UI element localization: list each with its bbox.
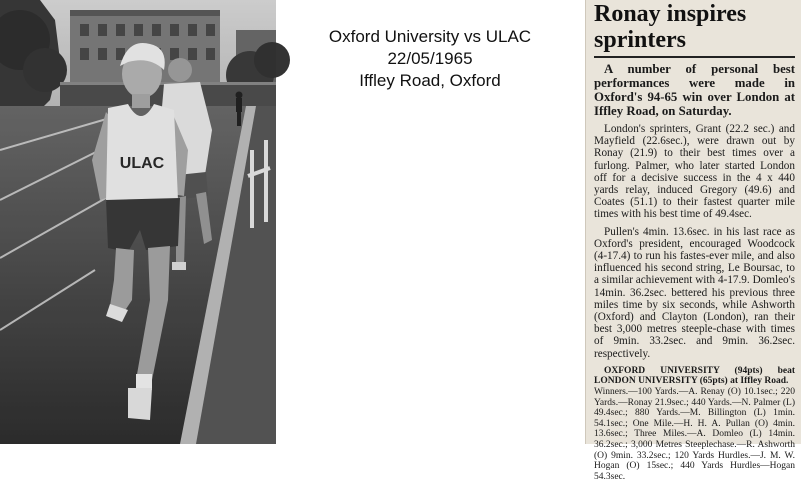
results-heading: OXFORD UNIVERSITY (94pts) beat LONDON UNIVERSITY (65pts) at Iffley Road. [594, 365, 795, 387]
newspaper-clipping [585, 0, 801, 482]
vest-lettering: ULAC [119, 155, 165, 172]
caption-date: 22/05/1965 [387, 49, 473, 68]
results-list: Winners.—100 Yards.—A. Renay (O) 10.1sec.; 220 Yards.—Ronay 21.9sec.; 440 Yards.—N. Palmer (L) 49.4sec.; 880 Yards.—M. Billington (L) 1min. 54.1sec.; One Mile.—H. H. A. Pullan (O) 4min. 13.6sec.; Three Miles.—A. Domleo (L) 14min. 36.2sec.; 3,000 Metres Steeplechase.—R. Ashworth (O) 9min. 33.2sec.; 120 Yards Hurdles.—J. M. W. Hogan (O) 15sec.; 440 Yards Hurdles—Hogan 54.3sec. [594, 387, 795, 482]
race-photo [0, 0, 276, 444]
article-paragraph: London's sprinters, Grant (22.2 sec.) and Mayfield (22.6sec.), were drawn out by Ronay (21.9) to their best times over a furlong. Palmer, who later started London off for a decisive success in the 4 x 440 yards relay, induced Gregory (49.6) and Coates (51.1) to their fastest quarter mile times with his best time of 49.4sec. [594, 123, 795, 221]
photo-caption [290, 26, 570, 92]
caption-meeting: Oxford University vs ULAC [328, 27, 532, 46]
article-paragraph: Pullen's 4min. 13.6sec. in his last race as Oxford's president, encouraged Woodcock (4-17.4) to run his fastes-ever mile, and also influenced his second string, Le Boursac, to a similar achievement with 4-17.9. Domleo's 14min. 36.2sec. bettered his previous three miles time by six seconds, while Ashworth (Oxford) and Clayton (London), ran their best 3,000 metres steeple-chase with times of 9min. 33.2sec. and 9min. 36.2sec. respectively. [594, 225, 795, 360]
article-paragraph: A number of personal best performances were made in Oxford's 94-65 win over London at Iffley Road, on Saturday. [594, 62, 795, 118]
race-photo-drawing [0, 0, 276, 444]
caption-venue: Iffley Road, Oxford [359, 71, 501, 90]
article-headline: Ronay inspires sprinters [594, 1, 747, 53]
headline-rule [594, 56, 795, 58]
